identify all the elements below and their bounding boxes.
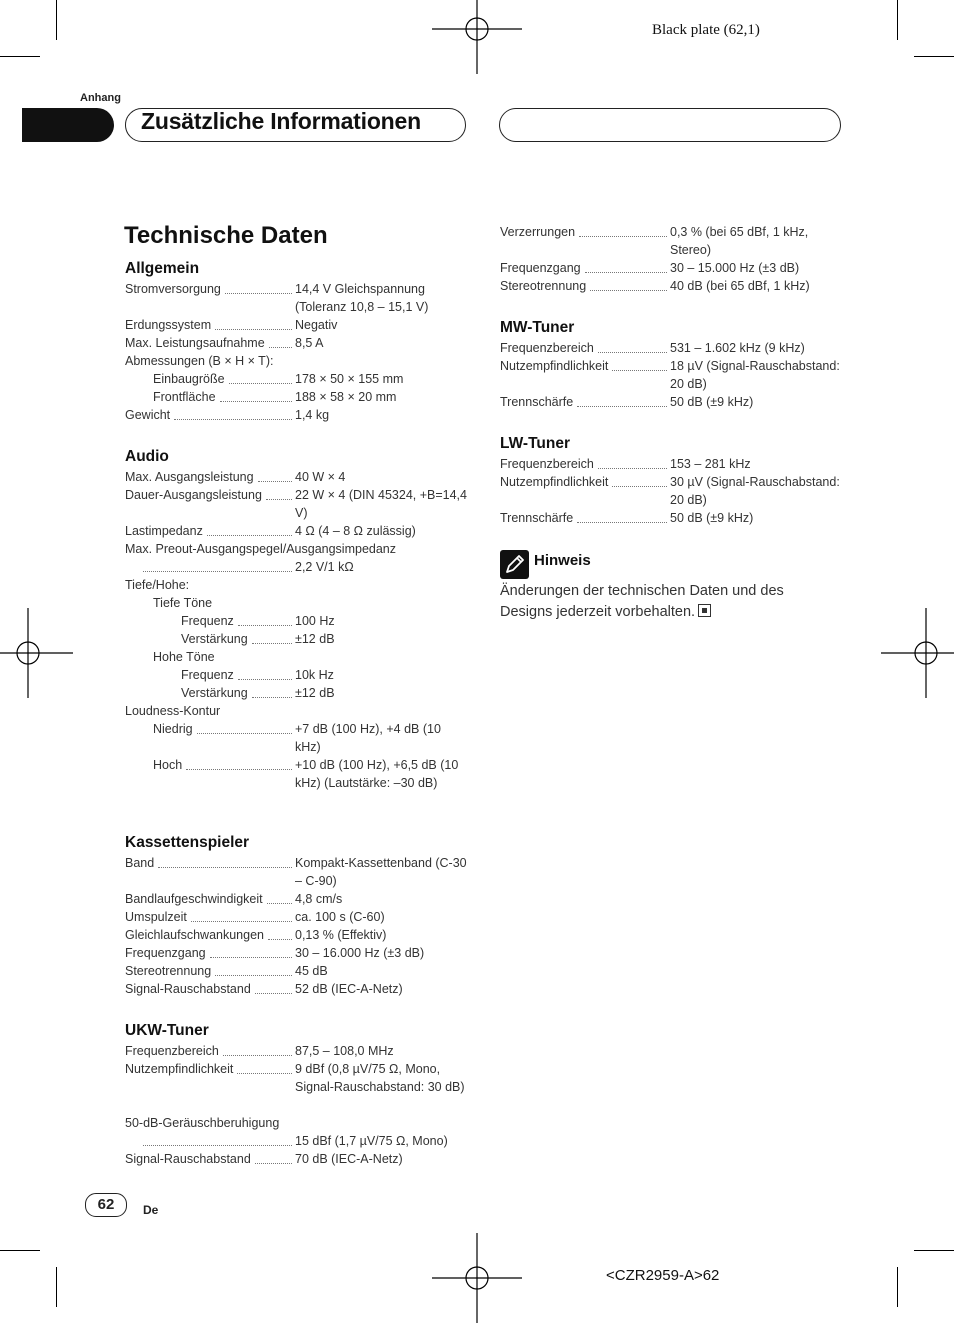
leader-dots xyxy=(143,571,292,572)
spec-row xyxy=(125,908,470,926)
spec-row xyxy=(125,980,470,998)
spec-value: 9 dBf (0,8 µV/75 Ω, Mono, Signal-Rauschabstand: 30 dB) xyxy=(295,1062,465,1094)
leader-dots xyxy=(585,272,667,273)
spec-row xyxy=(125,1060,470,1114)
spec-value: Negativ xyxy=(295,318,338,332)
spec-row xyxy=(500,509,845,527)
leader-dots xyxy=(255,993,292,994)
spec-value: 40 W × 4 xyxy=(295,470,346,484)
crop-mark xyxy=(897,0,898,40)
leader-dots xyxy=(252,697,292,698)
spec-label: Max. Leistungsaufnahme xyxy=(125,336,265,350)
spec-section-heading: Kassettenspieler xyxy=(125,834,250,851)
spec-row xyxy=(125,388,470,406)
spec-row xyxy=(125,468,470,486)
spec-value: 14,4 V Gleichspannung (Toleranz 10,8 – 15,1 V) xyxy=(295,282,429,314)
crop-mark xyxy=(56,1267,57,1307)
leader-dots xyxy=(267,903,292,904)
spec-value: 18 µV (Signal-Rauschabstand: 20 dB) xyxy=(670,359,840,391)
spec-value: Kompakt-Kassettenband (C-30 – C-90) xyxy=(295,856,467,888)
spec-value: 8,5 A xyxy=(295,336,324,350)
section-tag: Anhang xyxy=(80,92,121,104)
spec-label: Erdungssystem xyxy=(125,318,212,332)
spec-row xyxy=(125,666,470,684)
leader-dots xyxy=(210,957,292,958)
spec-label: Verzerrungen xyxy=(500,225,576,239)
crop-mark xyxy=(897,1267,898,1307)
spec-label: Frequenzbereich xyxy=(125,1044,219,1058)
spec-value: 1,4 kg xyxy=(295,408,330,422)
leader-dots xyxy=(238,679,292,680)
spec-row xyxy=(500,473,845,509)
spec-label: Dauer-Ausgangsleistung xyxy=(125,488,262,502)
spec-label: Stereotrennung xyxy=(500,279,587,293)
spec-label: 50-dB-Geräuschberuhigung xyxy=(125,1116,280,1130)
spec-label: Abmessungen (B × H × T): xyxy=(125,354,274,368)
note-text xyxy=(500,581,840,623)
spec-value: 70 dB (IEC-A-Netz) xyxy=(295,1152,403,1166)
spec-value: 0,13 % (Effektiv) xyxy=(295,928,387,942)
spec-label: Frequenz xyxy=(181,668,234,682)
spec-label: Frequenzbereich xyxy=(500,457,594,471)
spec-section-heading: UKW-Tuner xyxy=(125,1022,209,1039)
right-spec-column xyxy=(500,223,845,527)
spec-row xyxy=(125,684,470,702)
spec-value: 22 W × 4 (DIN 45324, +B=14,4 V) xyxy=(295,488,467,520)
spec-row xyxy=(125,1132,470,1150)
spec-row xyxy=(125,630,470,648)
spec-label: Frequenzgang xyxy=(125,946,206,960)
spec-value: ±12 dB xyxy=(295,632,335,646)
spec-label: Max. Preout-Ausgangspegel/Ausgangsimpedanz xyxy=(125,542,397,556)
spec-section-heading: Audio xyxy=(125,448,169,465)
registration-crosshair-icon xyxy=(0,608,73,698)
spec-label: Gewicht xyxy=(125,408,171,422)
leader-dots xyxy=(269,347,292,348)
note-title: Hinweis xyxy=(534,552,591,569)
spec-label: Loudness-Kontur xyxy=(125,704,221,718)
spec-label: Frequenz xyxy=(181,614,234,628)
spec-value: 50 dB (±9 kHz) xyxy=(670,511,754,525)
spec-label: Lastimpedanz xyxy=(125,524,203,538)
leader-dots xyxy=(207,535,292,536)
spec-value: 87,5 – 108,0 MHz xyxy=(295,1044,394,1058)
registration-crosshair-icon xyxy=(432,1233,522,1323)
spec-row xyxy=(125,558,470,576)
spec-value: 2,2 V/1 kΩ xyxy=(295,560,354,574)
spec-value: +10 dB (100 Hz), +6,5 dB (10 kHz) (Lautstärke: –30 dB) xyxy=(295,758,459,790)
spec-label: Stromversorgung xyxy=(125,282,221,296)
crop-mark xyxy=(0,56,40,57)
spec-section-heading: LW-Tuner xyxy=(500,435,570,452)
crop-mark xyxy=(914,56,954,57)
spec-row xyxy=(500,393,845,411)
spec-label: Frontfläche xyxy=(153,390,216,404)
spec-row xyxy=(125,944,470,962)
spec-label: Hoch xyxy=(153,758,183,772)
spec-row xyxy=(500,455,845,473)
spec-label: Gleichlaufschwankungen xyxy=(125,928,264,942)
spec-value: 30 – 16.000 Hz (±3 dB) xyxy=(295,946,425,960)
spec-row xyxy=(500,339,845,357)
leader-dots xyxy=(215,329,292,330)
page-title: Technische Daten xyxy=(124,222,328,249)
spec-value: 188 × 58 × 20 mm xyxy=(295,390,397,404)
spec-value: 40 dB (bei 65 dBf, 1 kHz) xyxy=(670,279,810,293)
spec-value: 531 – 1.602 kHz (9 kHz) xyxy=(670,341,805,355)
registration-crosshair-icon xyxy=(432,0,522,74)
spec-value: 30 µV (Signal-Rauschabstand: 20 dB) xyxy=(670,475,840,507)
spec-row xyxy=(125,334,470,352)
pencil-icon xyxy=(500,550,529,579)
crop-mark xyxy=(56,0,57,40)
leader-dots xyxy=(612,370,667,371)
page-number: 62 xyxy=(85,1193,127,1217)
spec-label: Signal-Rauschabstand xyxy=(125,982,251,996)
leader-dots xyxy=(158,867,292,868)
spec-label: Trennschärfe xyxy=(500,511,574,525)
spec-row xyxy=(500,259,845,277)
spec-label: Tiefe/Hohe: xyxy=(125,578,190,592)
spec-row xyxy=(125,594,470,612)
end-mark-icon xyxy=(698,604,711,617)
spec-label: Nutzempfindlichkeit xyxy=(125,1062,234,1076)
leader-dots xyxy=(258,481,292,482)
leader-dots xyxy=(225,293,292,294)
spec-label: Nutzempfindlichkeit xyxy=(500,475,609,489)
spec-row xyxy=(125,1042,470,1060)
spec-label: Tiefe Töne xyxy=(153,596,213,610)
registration-crosshair-icon xyxy=(881,608,954,698)
spec-row xyxy=(125,406,470,424)
spec-label: Band xyxy=(125,856,155,870)
spec-label: Signal-Rauschabstand xyxy=(125,1152,251,1166)
leader-dots xyxy=(174,419,292,420)
document-code: <CZR2959-A>62 xyxy=(606,1267,720,1284)
spec-row xyxy=(500,277,845,295)
leader-dots xyxy=(268,939,292,940)
spec-row xyxy=(125,316,470,334)
spec-row xyxy=(125,522,470,540)
spec-value: 153 – 281 kHz xyxy=(670,457,751,471)
spec-row xyxy=(125,280,470,316)
spec-value: 10k Hz xyxy=(295,668,334,682)
leader-dots xyxy=(220,401,292,402)
spec-value: 52 dB (IEC-A-Netz) xyxy=(295,982,403,996)
leader-dots xyxy=(186,769,292,770)
leader-dots xyxy=(252,643,292,644)
spec-row xyxy=(125,352,470,370)
spec-value: ca. 100 s (C-60) xyxy=(295,910,385,924)
spec-row xyxy=(500,223,845,259)
spec-value: 45 dB xyxy=(295,964,328,978)
spec-label: Max. Ausgangsleistung xyxy=(125,470,254,484)
leader-dots xyxy=(255,1163,292,1164)
leader-dots xyxy=(191,921,292,922)
leader-dots xyxy=(143,1145,292,1146)
leader-dots xyxy=(215,975,292,976)
crop-mark xyxy=(914,1250,954,1251)
leader-dots xyxy=(598,468,667,469)
spec-row xyxy=(125,648,470,666)
spec-label: Trennschärfe xyxy=(500,395,574,409)
spec-row xyxy=(125,612,470,630)
chapter-tab xyxy=(22,108,114,142)
spec-label: Frequenzgang xyxy=(500,261,581,275)
spec-value: +7 dB (100 Hz), +4 dB (10 kHz) xyxy=(295,722,441,754)
spec-value: 30 – 15.000 Hz (±3 dB) xyxy=(670,261,800,275)
spec-row xyxy=(125,962,470,980)
spec-row xyxy=(125,890,470,908)
spec-label: Stereotrennung xyxy=(125,964,212,978)
spec-row xyxy=(125,702,470,720)
spec-section-heading: Allgemein xyxy=(125,260,200,277)
spec-label: Niedrig xyxy=(153,722,193,736)
spec-value: 15 dBf (1,7 µV/75 Ω, Mono) xyxy=(295,1134,448,1148)
leader-dots xyxy=(238,625,292,626)
note-body: Änderungen der technischen Daten und des Designs jederzeit vorbehalten. xyxy=(500,583,784,620)
spec-label: Hohe Töne xyxy=(153,650,215,664)
empty-header-frame xyxy=(499,108,841,142)
spec-label: Einbaugröße xyxy=(153,372,225,386)
leader-dots xyxy=(598,352,667,353)
spec-value: 178 × 50 × 155 mm xyxy=(295,372,404,386)
crop-mark xyxy=(0,1250,40,1251)
spec-value: ±12 dB xyxy=(295,686,335,700)
spec-value: 100 Hz xyxy=(295,614,335,628)
leader-dots xyxy=(577,522,667,523)
leader-dots xyxy=(266,499,292,500)
leader-dots xyxy=(590,290,667,291)
spec-row xyxy=(125,1150,470,1168)
spec-row xyxy=(125,540,470,558)
spec-value: 0,3 % (bei 65 dBf, 1 kHz, Stereo) xyxy=(670,225,809,257)
spec-label: Umspulzeit xyxy=(125,910,187,924)
spec-value: 50 dB (±9 kHz) xyxy=(670,395,754,409)
spec-label: Nutzempfindlichkeit xyxy=(500,359,609,373)
leader-dots xyxy=(612,486,667,487)
leader-dots xyxy=(237,1073,292,1074)
left-spec-column xyxy=(125,258,470,1168)
spec-row xyxy=(125,854,470,890)
spec-row xyxy=(125,576,470,594)
spec-section-heading: MW-Tuner xyxy=(500,319,575,336)
language-code: De xyxy=(143,1203,159,1217)
spec-row xyxy=(125,926,470,944)
plate-label: Black plate (62,1) xyxy=(652,22,760,38)
spec-label: Verstärkung xyxy=(181,632,248,646)
spec-row xyxy=(125,756,470,810)
spec-row xyxy=(500,357,845,393)
leader-dots xyxy=(197,733,292,734)
leader-dots xyxy=(579,236,667,237)
spec-label: Bandlaufgeschwindigkeit xyxy=(125,892,263,906)
spec-label: Frequenzbereich xyxy=(500,341,594,355)
spec-row xyxy=(125,1114,470,1132)
chapter-title: Zusätzliche Informationen xyxy=(141,108,421,134)
spec-label: Verstärkung xyxy=(181,686,248,700)
spec-row xyxy=(125,486,470,522)
spec-row xyxy=(125,370,470,388)
spec-row xyxy=(125,720,470,756)
leader-dots xyxy=(223,1055,292,1056)
spec-value: 4,8 cm/s xyxy=(295,892,343,906)
spec-value: 4 Ω (4 – 8 Ω zulässig) xyxy=(295,524,416,538)
leader-dots xyxy=(577,406,667,407)
leader-dots xyxy=(229,383,292,384)
